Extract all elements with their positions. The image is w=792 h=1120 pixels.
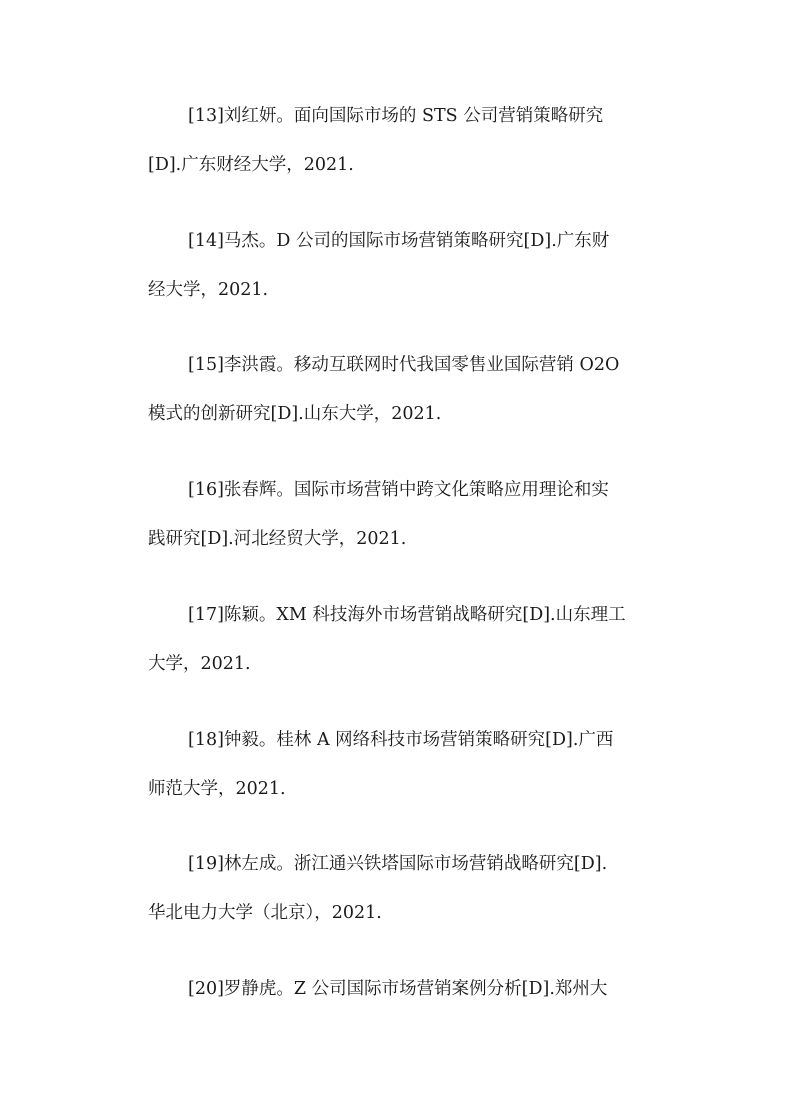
reference-line: [D].广东财经大学，2021. (148, 155, 354, 175)
reference-18 (148, 728, 648, 801)
reference-line: [19]林左成。浙江通兴铁塔国际市场营销战略研究[D]. (188, 854, 608, 874)
reference-15 (148, 353, 648, 426)
reference-line: 师范大学，2021. (148, 779, 286, 799)
reference-14 (148, 229, 648, 302)
reference-line: [14]马杰。D 公司的国际市场营销策略研究[D].广东财 (188, 231, 610, 251)
reference-line: [17]陈颖。XM 科技海外市场营销战略研究[D].山东理工 (188, 605, 626, 625)
reference-17 (148, 603, 648, 676)
reference-line: [16]张春辉。国际市场营销中跨文化策略应用理论和实 (188, 480, 609, 500)
reference-line: 华北电力大学（北京），2021. (148, 903, 382, 923)
reference-13 (148, 104, 648, 177)
reference-line: [15]李洪霞。移动互联网时代我国零售业国际营销 O2O (188, 355, 620, 375)
reference-line: 践研究[D].河北经贸大学，2021. (148, 529, 407, 549)
reference-16 (148, 478, 648, 551)
reference-line: 模式的创新研究[D].山东大学，2021. (148, 404, 442, 424)
reference-line: [13]刘红妍。面向国际市场的 STS 公司营销策略研究 (188, 106, 604, 126)
reference-19 (148, 852, 648, 925)
reference-line: [20]罗静虎。Z 公司国际市场营销案例分析[D].郑州大 (188, 979, 608, 999)
reference-line: [18]钟毅。桂林 A 网络科技市场营销策略研究[D].广西 (188, 730, 614, 750)
reference-20 (148, 977, 648, 1001)
reference-line: 大学，2021. (148, 654, 251, 674)
reference-line: 经大学，2021. (148, 280, 269, 300)
